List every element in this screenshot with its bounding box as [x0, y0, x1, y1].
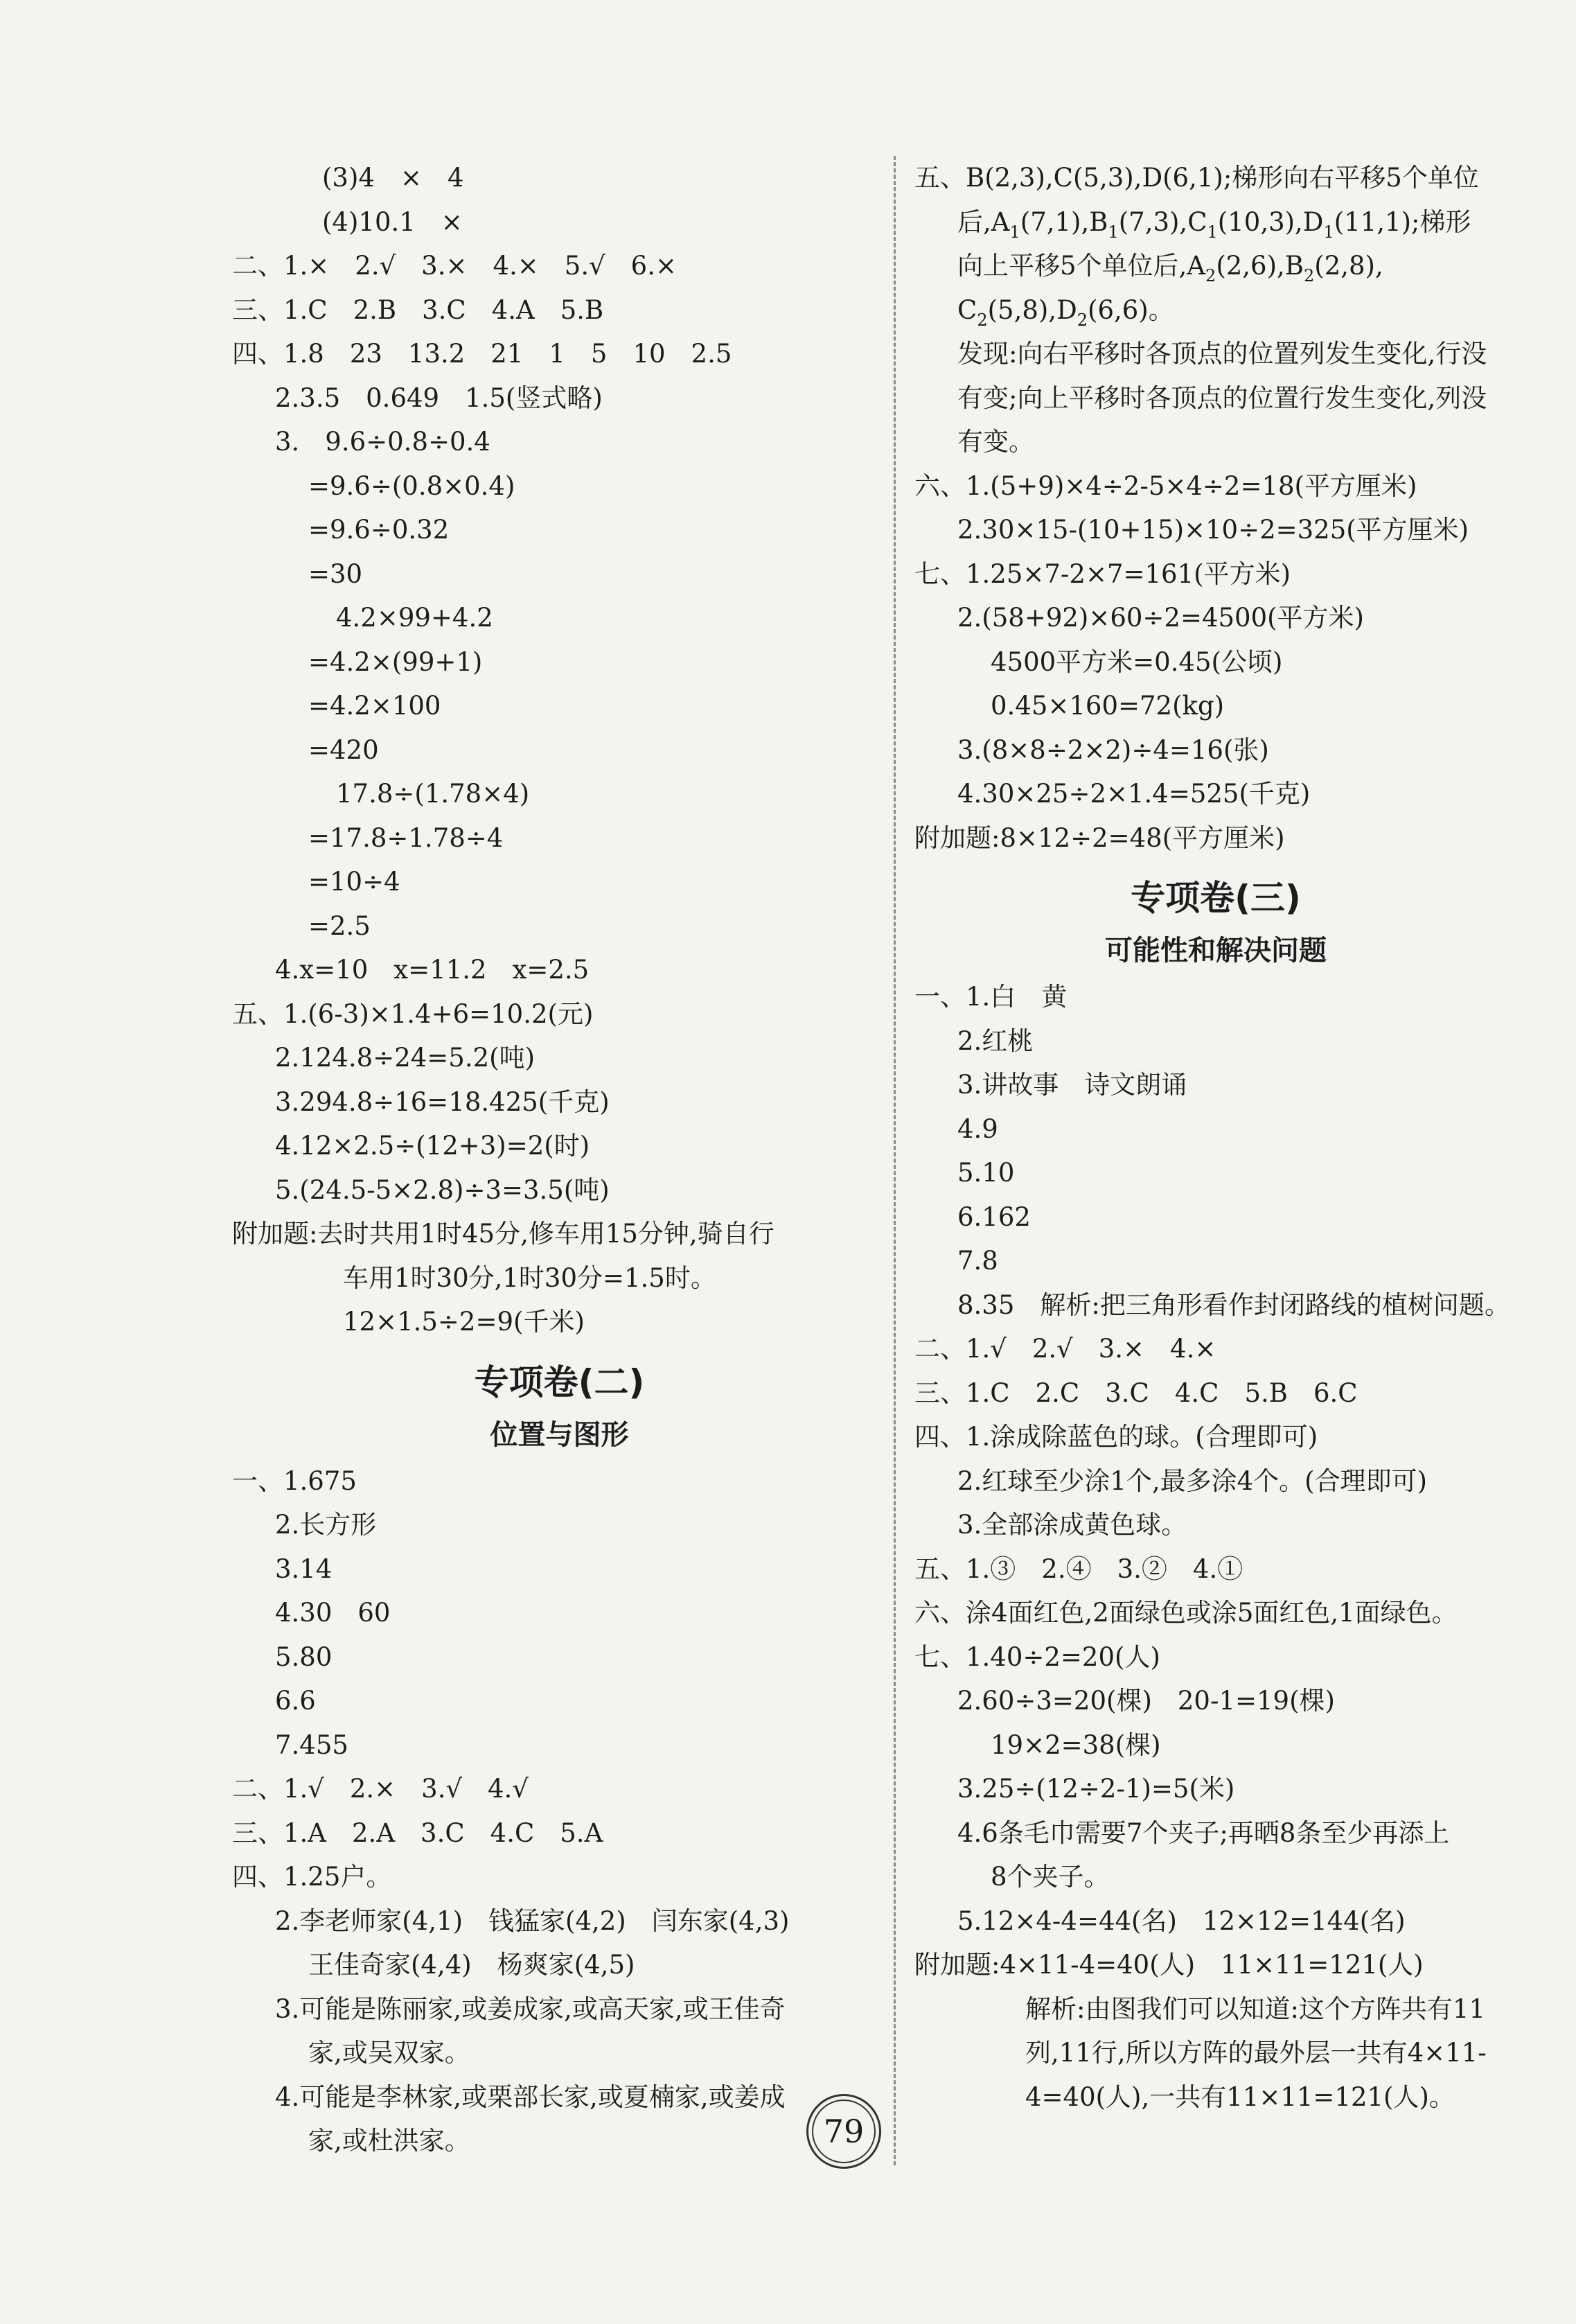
answer-line: 4.x=10 x=11.2 x=2.5	[275, 955, 590, 985]
page-number: 79	[812, 2099, 876, 2163]
answer-line: 五、B(2,3),C(5,3),D(6,1);梯形向右平移5个单位	[914, 163, 1479, 193]
answer-line: 2.(58+92)×60÷2=4500(平方米)	[957, 603, 1364, 633]
answer-line: 家,或吴双家。	[308, 2038, 470, 2068]
answer-line: 4.30×25÷2×1.4=525(千克)	[957, 779, 1311, 809]
answer-line: =420	[308, 734, 379, 765]
answer-line: 有变。	[957, 427, 1034, 457]
text-fragment: 向上平移5个单位后,A	[957, 251, 1206, 281]
answer-line: 解析:由图我们可以知道:这个方阵共有11	[1025, 1993, 1486, 2024]
answer-line: 6.6	[275, 1686, 316, 1716]
answer-line: =10÷4	[308, 867, 400, 897]
answer-line: 17.8÷(1.78×4)	[336, 779, 530, 809]
answer-line: 4.2×99+4.2	[336, 603, 493, 633]
left-column	[232, 156, 887, 2163]
answer-line: 4500平方米=0.45(公顷)	[991, 646, 1283, 677]
answer-line: =9.6÷0.32	[308, 515, 450, 545]
answer-line: 七、1.25×7-2×7=161(平方米)	[914, 558, 1291, 589]
answer-line: 4.12×2.5÷(12+3)=2(时)	[275, 1131, 590, 1161]
answer-line: 5.12×4-4=44(名) 12×12=144(名)	[957, 1905, 1406, 1936]
answer-line: 5.(24.5-5×2.8)÷3=3.5(吨)	[275, 1174, 610, 1205]
answer-line-with-subscripts	[914, 288, 1517, 333]
answer-line: 2.60÷3=20(棵) 20-1=19(棵)	[957, 1686, 1335, 1716]
answer-line: 六、涂4面红色,2面绿色或涂5面红色,1面绿色。	[914, 1598, 1458, 1628]
answer-line: 四、1.8 23 13.2 21 1 5 10 2.5	[232, 339, 732, 369]
subscript: 1	[1323, 222, 1334, 242]
answer-line: 有变;向上平移时各顶点的位置行发生变化,列没	[957, 382, 1487, 413]
subscript: 2	[1205, 266, 1216, 285]
subscript: 1	[1009, 222, 1020, 242]
answer-line: 二、1.√ 2.√ 3.× 4.×	[914, 1334, 1216, 1364]
answer-line: 五、1.③ 2.④ 3.② 4.①	[914, 1553, 1243, 1584]
answer-line: 7.455	[275, 1729, 348, 1760]
subscript: 2	[1077, 310, 1088, 330]
answer-line: 3.294.8÷16=18.425(千克)	[275, 1086, 610, 1117]
answer-line: 三、1.C 2.C 3.C 4.C 5.B 6.C	[914, 1377, 1358, 1408]
answer-line: 附加题:4×11-4=40(人) 11×11=121(人)	[914, 1950, 1424, 1980]
answer-line: 0.45×160=72(kg)	[991, 691, 1225, 721]
answer-line: 3.25÷(12÷2-1)=5(米)	[957, 1774, 1235, 1804]
answer-line: 车用1时30分,1时30分=1.5时。	[343, 1262, 716, 1293]
answer-line: 2.长方形	[275, 1510, 377, 1540]
answer-line: 5.80	[275, 1641, 333, 1672]
answer-line: 王佳奇家(4,4) 杨爽家(4,5)	[308, 1950, 635, 1980]
answer-line: 2.红桃	[957, 1025, 1034, 1056]
subscript: 1	[1108, 222, 1119, 242]
text-fragment: (7,3),C	[1118, 206, 1207, 237]
answer-line: 12×1.5÷2=9(千米)	[343, 1307, 585, 1337]
answer-line: 七、1.40÷2=20(人)	[914, 1641, 1160, 1672]
answer-line: 2.30×15-(10+15)×10÷2=325(平方厘米)	[957, 515, 1469, 545]
answer-line: 4=40(人),一共有11×11=121(人)。	[1025, 2081, 1455, 2112]
answer-line: 3.(8×8÷2×2)÷4=16(张)	[957, 734, 1269, 765]
section-subtitle: 可能性和解决问题	[1105, 935, 1327, 967]
answer-line: 3.14	[275, 1553, 333, 1584]
answer-line: 三、1.A 2.A 3.C 4.C 5.A	[232, 1817, 603, 1848]
section-title: 专项卷(三)	[1131, 878, 1301, 918]
answer-line: 6.162	[957, 1201, 1031, 1232]
column-divider	[894, 156, 896, 2165]
answer-line: (4)10.1 ×	[322, 206, 463, 237]
page-number-badge	[806, 2094, 881, 2169]
answer-line: (3)4 × 4	[322, 163, 464, 193]
text-fragment: (7,1),B	[1020, 206, 1108, 237]
answer-line-with-subscripts	[914, 244, 1517, 288]
answer-line: 2.124.8÷24=5.2(吨)	[275, 1043, 535, 1073]
text-fragment: C	[957, 294, 977, 325]
subscript: 2	[1303, 266, 1315, 285]
right-column	[914, 156, 1517, 2119]
answer-line: 2.红球至少涂1个,最多涂4个。(合理即可)	[957, 1465, 1428, 1496]
answer-line: 附加题:8×12÷2=48(平方厘米)	[914, 822, 1285, 853]
text-fragment: (2,8),	[1314, 251, 1383, 281]
answer-line: 四、1.25户。	[232, 1862, 392, 1892]
answer-line: =30	[308, 558, 363, 589]
text-fragment: (2,6),B	[1216, 251, 1304, 281]
section-subtitle: 位置与图形	[490, 1418, 629, 1451]
answer-line: 列,11行,所以方阵的最外层一共有4×11-	[1025, 2038, 1487, 2068]
section-title: 专项卷(二)	[474, 1362, 645, 1402]
answer-line: 3.讲故事 诗文朗诵	[957, 1070, 1187, 1100]
text-fragment: (5,8),D	[987, 294, 1077, 325]
answer-line: 一、1.675	[232, 1465, 357, 1496]
answer-line: 8个夹子。	[991, 1862, 1110, 1892]
answer-line: 一、1.白 黄	[914, 982, 1068, 1012]
answer-line: 2.李老师家(4,1) 钱猛家(4,2) 闫东家(4,3)	[275, 1905, 790, 1936]
answer-line: 4.6条毛巾需要7个夹子;再晒8条至少再添上	[957, 1817, 1450, 1848]
answer-line: 3.可能是陈丽家,或姜成家,或高天家,或王佳奇	[275, 1993, 786, 2024]
answer-line: 19×2=38(棵)	[991, 1729, 1161, 1760]
answer-line-with-subscripts	[914, 200, 1517, 245]
text-fragment: (10,3),D	[1217, 206, 1324, 237]
answer-line: =9.6÷(0.8×0.4)	[308, 470, 515, 501]
answer-line: 7.8	[957, 1246, 998, 1276]
text-fragment: (11,1);梯形	[1334, 206, 1471, 237]
answer-line: 2.3.5 0.649 1.5(竖式略)	[275, 382, 603, 413]
answer-line: 发现:向右平移时各顶点的位置列发生变化,行没	[957, 339, 1487, 369]
answer-line: 3. 9.6÷0.8÷0.4	[275, 427, 490, 457]
answer-line: 三、1.C 2.B 3.C 4.A 5.B	[232, 294, 604, 325]
answer-line: 五、1.(6-3)×1.4+6=10.2(元)	[232, 998, 594, 1029]
answer-line: =17.8÷1.78÷4	[308, 822, 504, 853]
answer-line: =2.5	[308, 910, 371, 941]
answer-line: 8.35 解析:把三角形看作封闭路线的植树问题。	[957, 1289, 1510, 1320]
answer-line: 六、1.(5+9)×4÷2-5×4÷2=18(平方厘米)	[914, 470, 1417, 501]
answer-line: 4.30 60	[275, 1598, 391, 1628]
answer-line: 二、1.√ 2.× 3.√ 4.√	[232, 1774, 529, 1804]
answer-line: 二、1.× 2.√ 3.× 4.× 5.√ 6.×	[232, 251, 677, 281]
answer-line: 4.可能是李林家,或栗部长家,或夏楠家,或姜成	[275, 2081, 786, 2112]
answer-line: 四、1.涂成除蓝色的球。(合理即可)	[914, 1422, 1318, 1452]
subscript: 1	[1207, 222, 1218, 242]
answer-line: 3.全部涂成黄色球。	[957, 1510, 1187, 1540]
answer-line: 附加题:去时共用1时45分,修车用15分钟,骑自行	[232, 1219, 774, 1249]
answer-line: 5.10	[957, 1158, 1015, 1188]
text-fragment: 后,A	[957, 206, 1010, 237]
subscript: 2	[977, 310, 988, 330]
text-fragment: (6,6)。	[1088, 294, 1174, 325]
answer-line: 家,或杜洪家。	[308, 2126, 470, 2156]
answer-line: =4.2×100	[308, 691, 441, 721]
answer-line: 4.9	[957, 1113, 998, 1144]
answer-line: =4.2×(99+1)	[308, 646, 483, 677]
